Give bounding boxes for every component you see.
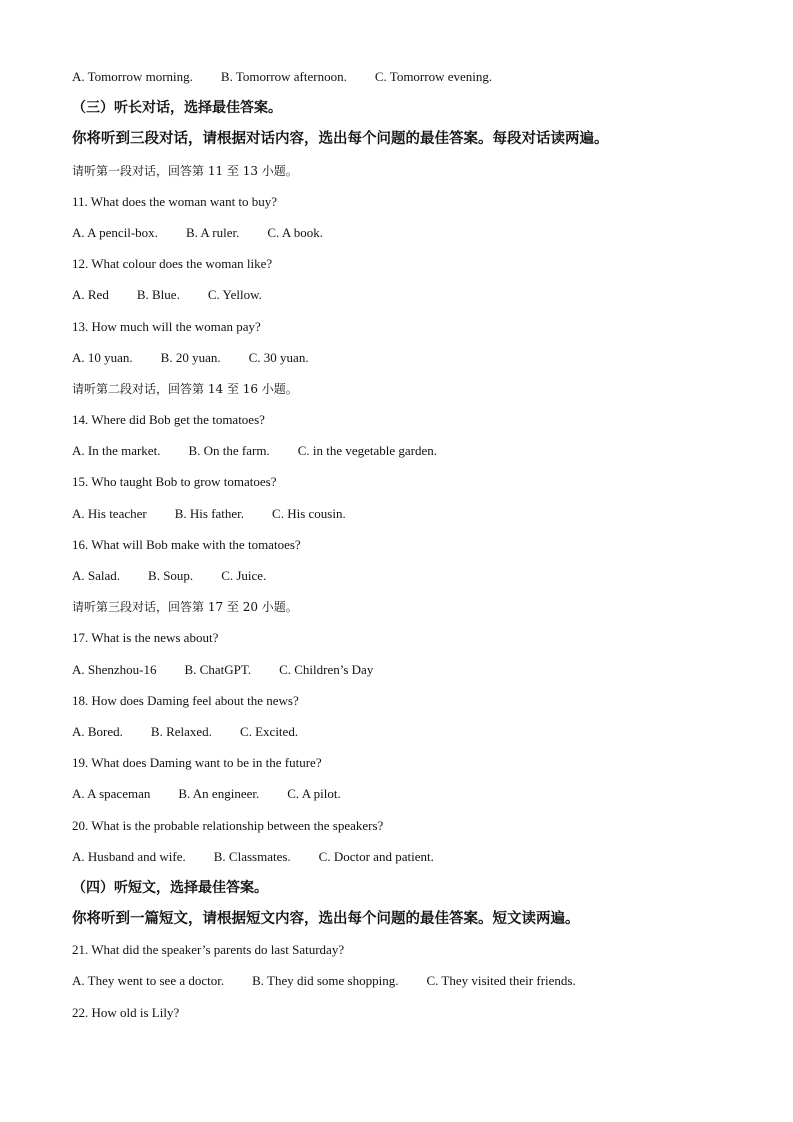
- options-row: [72, 566, 732, 597]
- answer-option: A. In the market.: [72, 443, 161, 459]
- answer-option: C. A pilot.: [287, 786, 341, 802]
- options-row: [72, 971, 732, 1002]
- question-text: 21. What did the speaker’s parents do last Saturday?: [72, 942, 345, 958]
- answer-option: B. They did some shopping.: [252, 973, 399, 989]
- answer-option: C. Juice.: [221, 568, 267, 583]
- answer-option: A. Shenzhou-16: [72, 661, 157, 677]
- options-row: [72, 348, 732, 379]
- options-row: [72, 67, 732, 98]
- answer-option: C. His cousin.: [272, 505, 346, 521]
- answer-option: C. Children’s Day: [279, 661, 374, 677]
- question-text: 16. What will Bob make with the tomatoes?: [72, 536, 301, 552]
- question-text: 18. How does Daming feel about the news?: [72, 692, 299, 708]
- question-text: 20. What is the probable relationship between the speakers?: [72, 817, 384, 833]
- section-instructions: 你将听到三段对话，请根据对话内容，选出每个问题的最佳答案。每段对话读两遍。: [72, 131, 609, 148]
- answer-option: B. A ruler.: [185, 224, 240, 240]
- answer-option: A. Tomorrow morning.: [72, 69, 193, 84]
- answer-option: A. They went to see a doctor.: [72, 973, 225, 989]
- exam-page: [72, 67, 732, 1034]
- question-text: 12. What colour does the woman like?: [72, 256, 273, 272]
- answer-option: C. in the vegetable garden.: [297, 443, 438, 459]
- question-text: 19. What does Daming want to be in the future?: [72, 755, 322, 771]
- answer-option: B. Relaxed.: [150, 723, 212, 739]
- question-text: 11. What does the woman want to buy?: [72, 193, 278, 209]
- answer-option: B. Tomorrow afternoon.: [220, 69, 347, 84]
- options-row: [72, 722, 732, 753]
- options-row: [72, 784, 732, 815]
- answer-option: A. A pencil-box.: [72, 224, 158, 240]
- options-row: [72, 223, 732, 254]
- answer-option: A. Husband and wife.: [72, 848, 186, 864]
- answer-option: C. 30 yuan.: [248, 349, 309, 365]
- dialogue-prompt: 请听第三段对话，回答第 17 至 20 小题。: [72, 600, 298, 615]
- answer-option: B. Classmates.: [213, 848, 291, 864]
- answer-option: A. His teacher: [72, 505, 147, 521]
- answer-option: B. On the farm.: [188, 443, 270, 459]
- question-text: 15. Who taught Bob to grow tomatoes?: [72, 474, 277, 490]
- answer-option: B. Soup.: [148, 568, 194, 583]
- options-row: [72, 847, 732, 878]
- answer-option: A. A spaceman: [72, 786, 151, 802]
- question-text: 13. How much will the woman pay?: [72, 318, 261, 334]
- question-text: 17. What is the news about?: [72, 630, 219, 646]
- answer-option: B. An engineer.: [178, 786, 260, 802]
- section-heading: （四）听短文，选择最佳答案。: [72, 879, 268, 896]
- answer-option: B. His father.: [174, 505, 245, 521]
- dialogue-prompt: 请听第二段对话，回答第 14 至 16 小题。: [72, 381, 298, 396]
- answer-option: C. Tomorrow evening.: [374, 69, 493, 84]
- section-instructions: 你将听到一篇短文，请根据短文内容，选出每个问题的最佳答案。短文读两遍。: [72, 911, 580, 928]
- answer-option: C. A book.: [267, 224, 324, 240]
- answer-option: A. Salad.: [72, 568, 121, 583]
- options-row: [72, 504, 732, 535]
- answer-option: B. Blue.: [136, 287, 180, 303]
- answer-option: C. Yellow.: [207, 287, 262, 303]
- section-heading: （三）听长对话，选择最佳答案。: [72, 100, 282, 117]
- answer-option: B. 20 yuan.: [160, 349, 221, 365]
- options-row: [72, 285, 732, 316]
- answer-option: A. Bored.: [72, 723, 123, 739]
- dialogue-prompt: 请听第一段对话，回答第 11 至 13 小题。: [72, 163, 298, 178]
- question-text: 22. How old is Lily?: [72, 1004, 180, 1020]
- question-text: 14. Where did Bob get the tomatoes?: [72, 412, 265, 428]
- options-row: [72, 441, 732, 472]
- answer-option: C. They visited their friends.: [426, 973, 576, 989]
- answer-option: C. Excited.: [239, 723, 299, 739]
- answer-option: A. Red: [72, 287, 109, 303]
- answer-option: C. Doctor and patient.: [318, 848, 434, 864]
- options-row: [72, 660, 732, 691]
- answer-option: B. ChatGPT.: [184, 661, 252, 677]
- answer-option: A. 10 yuan.: [72, 349, 133, 365]
